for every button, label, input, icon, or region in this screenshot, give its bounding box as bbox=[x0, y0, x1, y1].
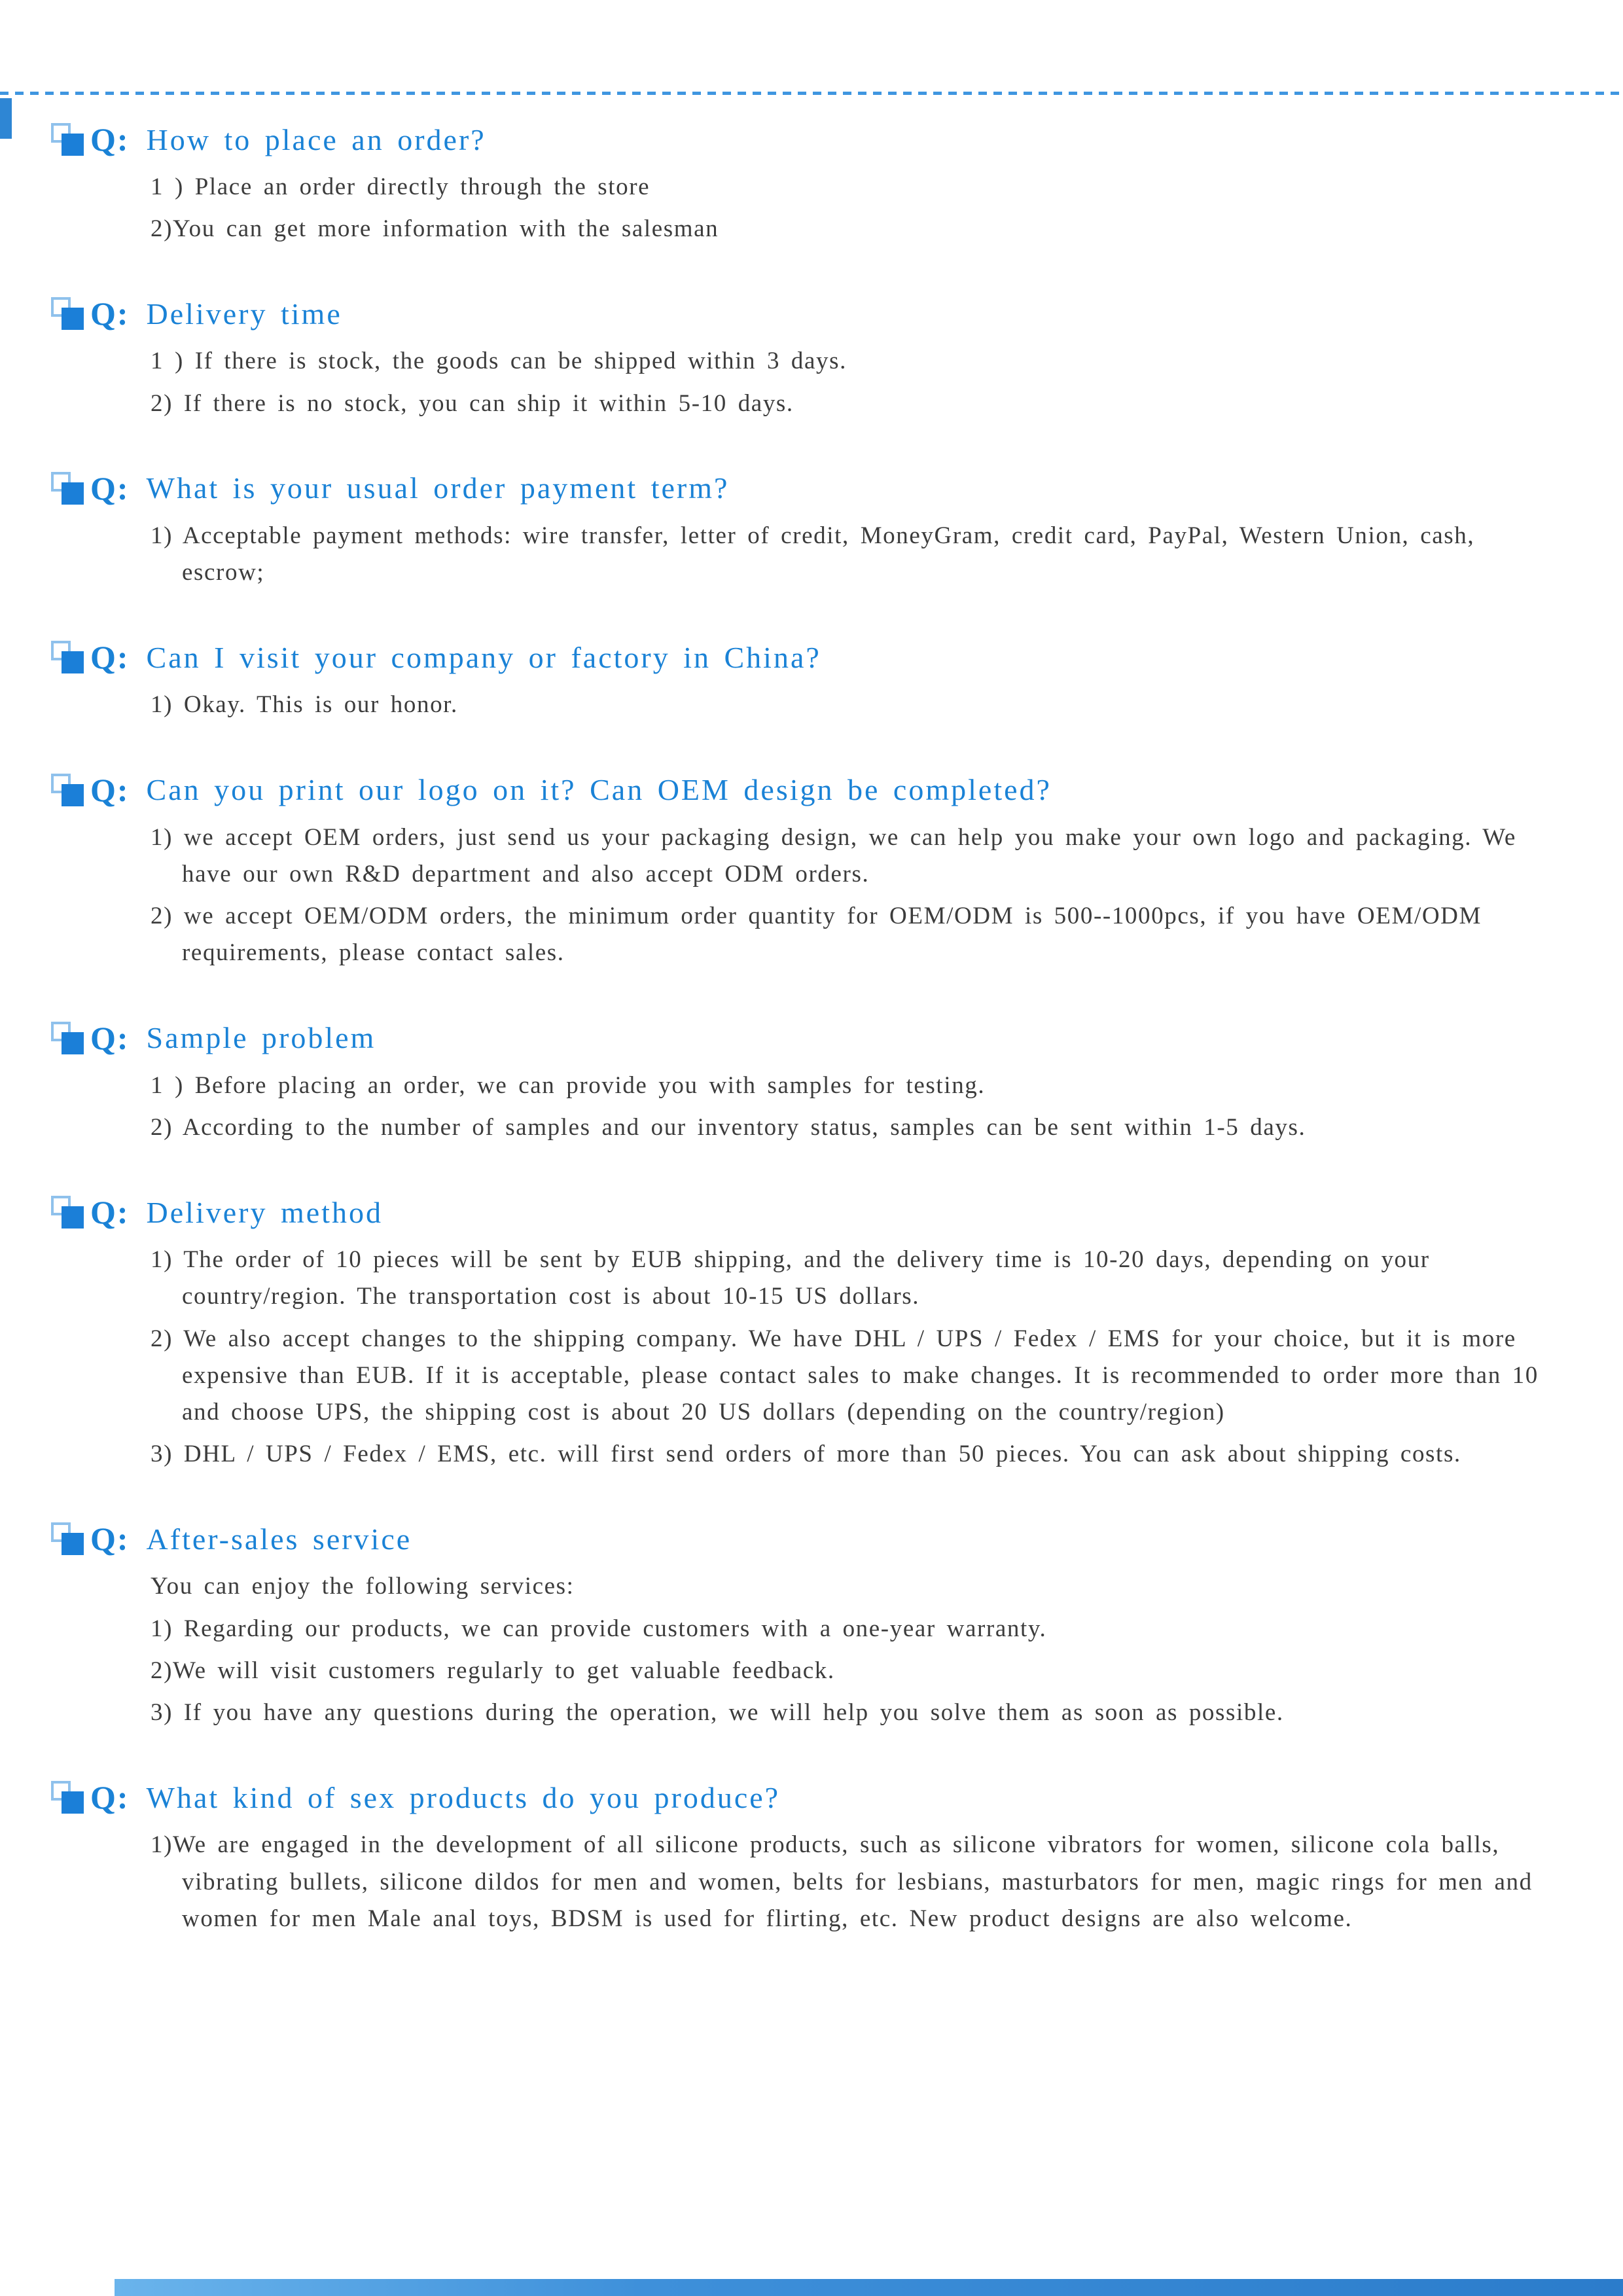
question-row bbox=[51, 469, 1577, 507]
question-squares-icon bbox=[51, 122, 86, 157]
footer-bar bbox=[115, 2279, 1623, 2296]
faq-item bbox=[51, 1019, 1577, 1146]
question-text: Sample problem bbox=[146, 1021, 376, 1055]
faq-item bbox=[51, 1778, 1577, 1937]
question-prefix: Q: bbox=[90, 771, 130, 808]
question-row bbox=[51, 120, 1577, 158]
answer-list bbox=[151, 1827, 1564, 1937]
faq-item bbox=[51, 295, 1577, 422]
question-prefix: Q: bbox=[90, 469, 130, 507]
answer-line: 1) Regarding our products, we can provide customers with a one-year warranty. bbox=[151, 1615, 1047, 1642]
question-text: How to place an order? bbox=[146, 122, 486, 156]
question-text: Can I visit your company or factory in China? bbox=[146, 640, 821, 674]
answer-line: 1) we accept OEM orders, just send us your packaging design, we can help you make your own logo and packaging. We have our own R&D department and also accept ODM orders. bbox=[151, 823, 1516, 888]
answer-line: You can enjoy the following services: bbox=[151, 1573, 575, 1600]
answer-line: 1 ) Before placing an order, we can provide you with samples for testing. bbox=[151, 1071, 986, 1099]
answer-list bbox=[151, 1242, 1564, 1473]
faq-item bbox=[51, 1520, 1577, 1731]
page-header bbox=[0, 0, 1623, 84]
question-squares-icon bbox=[51, 1521, 86, 1556]
question-squares-icon bbox=[51, 1020, 86, 1056]
question-squares-icon bbox=[51, 471, 86, 506]
page-title: FAQ bbox=[58, 17, 179, 62]
answer-line: 1) The order of 10 pieces will be sent by EUB shipping, and the delivery time is 10-20 days, depending on your country/region. The transportation cost is about 10-15 US dollars. bbox=[151, 1246, 1430, 1310]
question-row bbox=[51, 1019, 1577, 1057]
answer-line: 2) We also accept changes to the shipping company. We have DHL / UPS / Fedex / EMS for your choice, but it is more expensive than EUB. If it is acceptable, please contact sales to make changes. It is recommended to order more than 10 and choose UPS, the shipping cost is about 20 US dollars (depending on the country/region) bbox=[151, 1325, 1539, 1426]
answer-list bbox=[151, 343, 1564, 422]
question-squares-icon bbox=[51, 639, 86, 675]
square-filled-icon bbox=[62, 134, 84, 156]
answer-list bbox=[151, 1067, 1564, 1146]
answer-list bbox=[151, 1568, 1564, 1731]
square-filled-icon bbox=[62, 1533, 84, 1555]
answer-line: 1) Okay. This is our honor. bbox=[151, 691, 458, 719]
question-prefix: Q: bbox=[90, 295, 130, 332]
faq-item bbox=[51, 638, 1577, 723]
square-filled-icon bbox=[62, 482, 84, 505]
answer-line: 3) DHL / UPS / Fedex / EMS, etc. will first send orders of more than 50 pieces. You can ask about shipping costs. bbox=[151, 1441, 1461, 1468]
faq-item bbox=[51, 469, 1577, 591]
question-row bbox=[51, 1520, 1577, 1558]
question-squares-icon bbox=[51, 1194, 86, 1230]
square-filled-icon bbox=[62, 1206, 84, 1229]
answer-line: 2) we accept OEM/ODM orders, the minimum order quantity for OEM/ODM is 500--1000pcs, if you have OEM/ODM requirements, please contact sales. bbox=[151, 903, 1482, 967]
answer-list bbox=[151, 687, 1564, 723]
question-text: Delivery time bbox=[146, 296, 342, 331]
square-filled-icon bbox=[62, 651, 84, 673]
question-squares-icon bbox=[51, 1780, 86, 1815]
question-prefix: Q: bbox=[90, 1194, 130, 1231]
question-row bbox=[51, 295, 1577, 332]
faq-item bbox=[51, 120, 1577, 247]
question-text: Delivery method bbox=[146, 1195, 383, 1229]
answer-line: 1 ) If there is stock, the goods can be shipped within 3 days. bbox=[151, 348, 847, 375]
answer-list bbox=[151, 819, 1564, 972]
answer-line: 1 ) Place an order directly through the store bbox=[151, 173, 651, 200]
question-row bbox=[51, 638, 1577, 676]
question-prefix: Q: bbox=[90, 121, 130, 158]
question-text: What kind of sex products do you produce? bbox=[146, 1780, 781, 1814]
answer-line: 3) If you have any questions during the operation, we will help you solve them as soon as possible. bbox=[151, 1699, 1284, 1727]
question-text: Can you print our logo on it? Can OEM design be completed? bbox=[146, 773, 1052, 807]
question-prefix: Q: bbox=[90, 1520, 130, 1558]
question-row bbox=[51, 771, 1577, 809]
answer-list bbox=[151, 518, 1564, 591]
question-row bbox=[51, 1193, 1577, 1231]
answer-line: 1) Acceptable payment methods: wire transfer, letter of credit, MoneyGram, credit card, PayPal, Western Union, cash, escrow; bbox=[151, 522, 1475, 586]
question-squares-icon bbox=[51, 296, 86, 331]
question-prefix: Q: bbox=[90, 1019, 130, 1056]
square-filled-icon bbox=[62, 1791, 84, 1814]
answer-line: 2) According to the number of samples and our inventory status, samples can be sent within 1-5 days. bbox=[151, 1113, 1306, 1141]
question-text: What is your usual order payment term? bbox=[146, 471, 730, 505]
answer-line: 1)We are engaged in the development of all silicone products, such as silicone vibrators for women, silicone cola balls, vibrating bullets, silicone dildos for men and women, belts for lesbians, masturbators for men, magic rings for men and women for men Male anal toys, BDSM is used for flirting, etc. New product designs are also welcome. bbox=[151, 1831, 1533, 1932]
faq-item bbox=[51, 1193, 1577, 1473]
question-row bbox=[51, 1778, 1577, 1816]
question-prefix: Q: bbox=[90, 639, 130, 676]
square-filled-icon bbox=[62, 784, 84, 806]
faq-item bbox=[51, 771, 1577, 972]
question-squares-icon bbox=[51, 772, 86, 808]
answer-line: 2)We will visit customers regularly to get valuable feedback. bbox=[151, 1657, 835, 1684]
faq-list bbox=[0, 84, 1623, 1937]
answer-list bbox=[151, 169, 1564, 247]
question-prefix: Q: bbox=[90, 1779, 130, 1816]
answer-line: 2)You can get more information with the salesman bbox=[151, 215, 719, 243]
square-filled-icon bbox=[62, 1032, 84, 1054]
square-filled-icon bbox=[62, 308, 84, 330]
answer-line: 2) If there is no stock, you can ship it within 5-10 days. bbox=[151, 389, 794, 417]
question-text: After-sales service bbox=[146, 1522, 412, 1556]
